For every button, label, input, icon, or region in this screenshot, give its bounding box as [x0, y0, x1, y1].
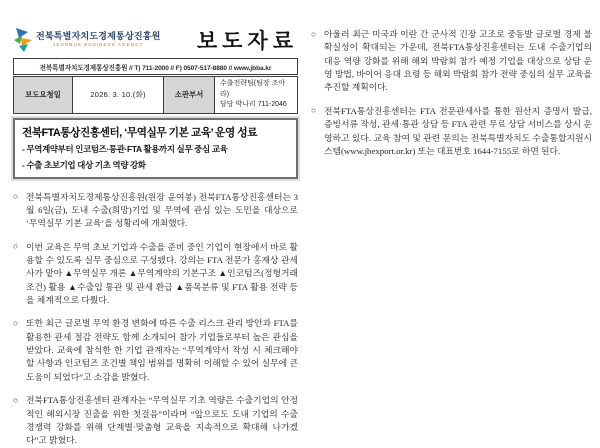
- paragraph: [13, 394, 298, 447]
- agency-subtitle: JEONBUK BUSINESS AGENCY: [52, 42, 144, 48]
- department-value: [215, 77, 298, 114]
- agency-logo-text: [36, 32, 161, 48]
- paragraph-text: 이번 교육은 무역 초보 기업과 수출을 준비 중인 기업이 현장에서 바로 활용할 수 있도록 실무 중심으로 구성됐다. 강의는 FTA 전문가 홍재상 관세사가 맡아 ▲무역실무 개론 ▲무역계약의 기본구조 ▲인코텀즈(정형거래조건) 활용 ▲수출입 통관 및 관세 환급 ▲품목분류 및 FTA 활용 전략 등을 체계적으로 다뤘다.: [26, 241, 298, 306]
- body-paragraphs-left: [13, 191, 298, 448]
- paragraph: [13, 317, 298, 384]
- press-date-value: 2026. 3. 10.(화): [73, 77, 164, 114]
- info-table: [13, 76, 298, 114]
- contact-bar: 전북특별자치도경제통상진흥원 // T) 711-2000 // F) 0507-517-8880 // www.jbba.kr: [13, 58, 298, 75]
- paragraph-text: 전북FTA통상진흥센터 관계자는 “무역실무 기초 역량은 수출기업의 안정적인 해외시장 진출을 위한 첫걸음”이라며 “앞으로도 도내 기업의 수출 경쟁력 강화를 위해 단계별·맞춤형 교육을 지속적으로 확대해 나가겠다”고 밝혔다.: [26, 395, 298, 446]
- agency-name: 전북특별자치도경제통상진흥원: [36, 31, 161, 42]
- paragraph-text: 전북FTA통상진흥센터는 FTA 전문관세사를 통한 원산지 증명서 발급, 증빙서류 작성, 관세·통관 상담 등 FTA 관련 무료 상담 서비스를 상시 운영하고 있다. 교육 참여 및 관련 문의는 전북특별자치도 수출통합지원시스템(www.jbexport.or.kr) 또는 대표번호 1644-7155로 하면 된다.: [324, 105, 592, 156]
- department-contact: 담당 박나리 711-2046: [220, 101, 287, 108]
- paragraph: [13, 241, 298, 308]
- subhead-2: - 수출 초보기업 대상 기초 역량 강화: [22, 159, 146, 170]
- department-label: 소관부서: [164, 77, 215, 114]
- paragraph: [311, 28, 592, 95]
- paragraph: [311, 105, 592, 158]
- agency-logo-icon: [13, 27, 33, 53]
- doc-type-title: 보도자료: [196, 30, 298, 53]
- page-right: [311, 0, 592, 158]
- paragraph-text: 전북특별자치도경제통상진흥원(원장 윤여봉) 전북FTA통상진흥센터는 3월 6일(금), 도내 수출(희망)기업 및 무역에 관심 있는 도민을 대상으로 ‘무역실무 기본 교육’을 성황리에 개최했다.: [26, 191, 298, 229]
- subhead-1: - 무역계약부터 인코텀즈·통관·FTA 활용까지 실무 중심 교육: [22, 144, 228, 154]
- paragraph-marker: ○: [13, 318, 18, 328]
- paragraph-marker: ○: [311, 106, 316, 116]
- info-table-row: [14, 77, 298, 114]
- press-date-label: 보도요청일: [14, 77, 73, 114]
- agency-logo: [13, 27, 161, 53]
- body-paragraphs-right: [311, 28, 592, 158]
- page-left: [13, 0, 298, 448]
- title-box: [13, 118, 298, 179]
- paragraph-marker: ○: [311, 29, 316, 39]
- headline: 전북FTA통상진흥센터, ‘무역실무 기본 교육’ 운영 성료: [22, 126, 258, 139]
- paragraph-marker: ○: [13, 242, 18, 252]
- paragraph-marker: ○: [13, 395, 18, 405]
- paragraph-marker: ○: [13, 192, 18, 201]
- paragraph: [13, 191, 298, 231]
- department-team: 수출전략팀(팀장 조아라): [220, 80, 286, 98]
- paragraph-text: 아울러 최근 미국과 이란 간 군사적 긴장 고조로 중동발 글로벌 경제 불확실성이 확대되는 가운데, 전북FTA통상진흥센터는 도내 수출기업의 대응 역량 강화를 위해 해외 박람회 참가 예정 기업을 대상으로 상담 운영 방법, 바이어 응대 요령 등 해외 박람회 참가 전략 중심의 실무 교육을 추진할 계획이다.: [324, 29, 592, 93]
- header: [13, 27, 298, 53]
- paragraph-text: 또한 최근 글로벌 무역 환경 변화에 따른 수출 리스크 관리 방안과 FTA를 활용한 관세 절감 전략도 함께 소개되어 참가 기업들로부터 높은 관심을 받았다. 교육에 참석한 한 기업 관계자는 “무역계약서 작성 시 체크해야 할 사항과 인코텀즈 조건별 책임 범위를 명확히 이해할 수 있어 실무에 큰 도움이 되었다”고 소감을 밝혔다.: [26, 318, 298, 382]
